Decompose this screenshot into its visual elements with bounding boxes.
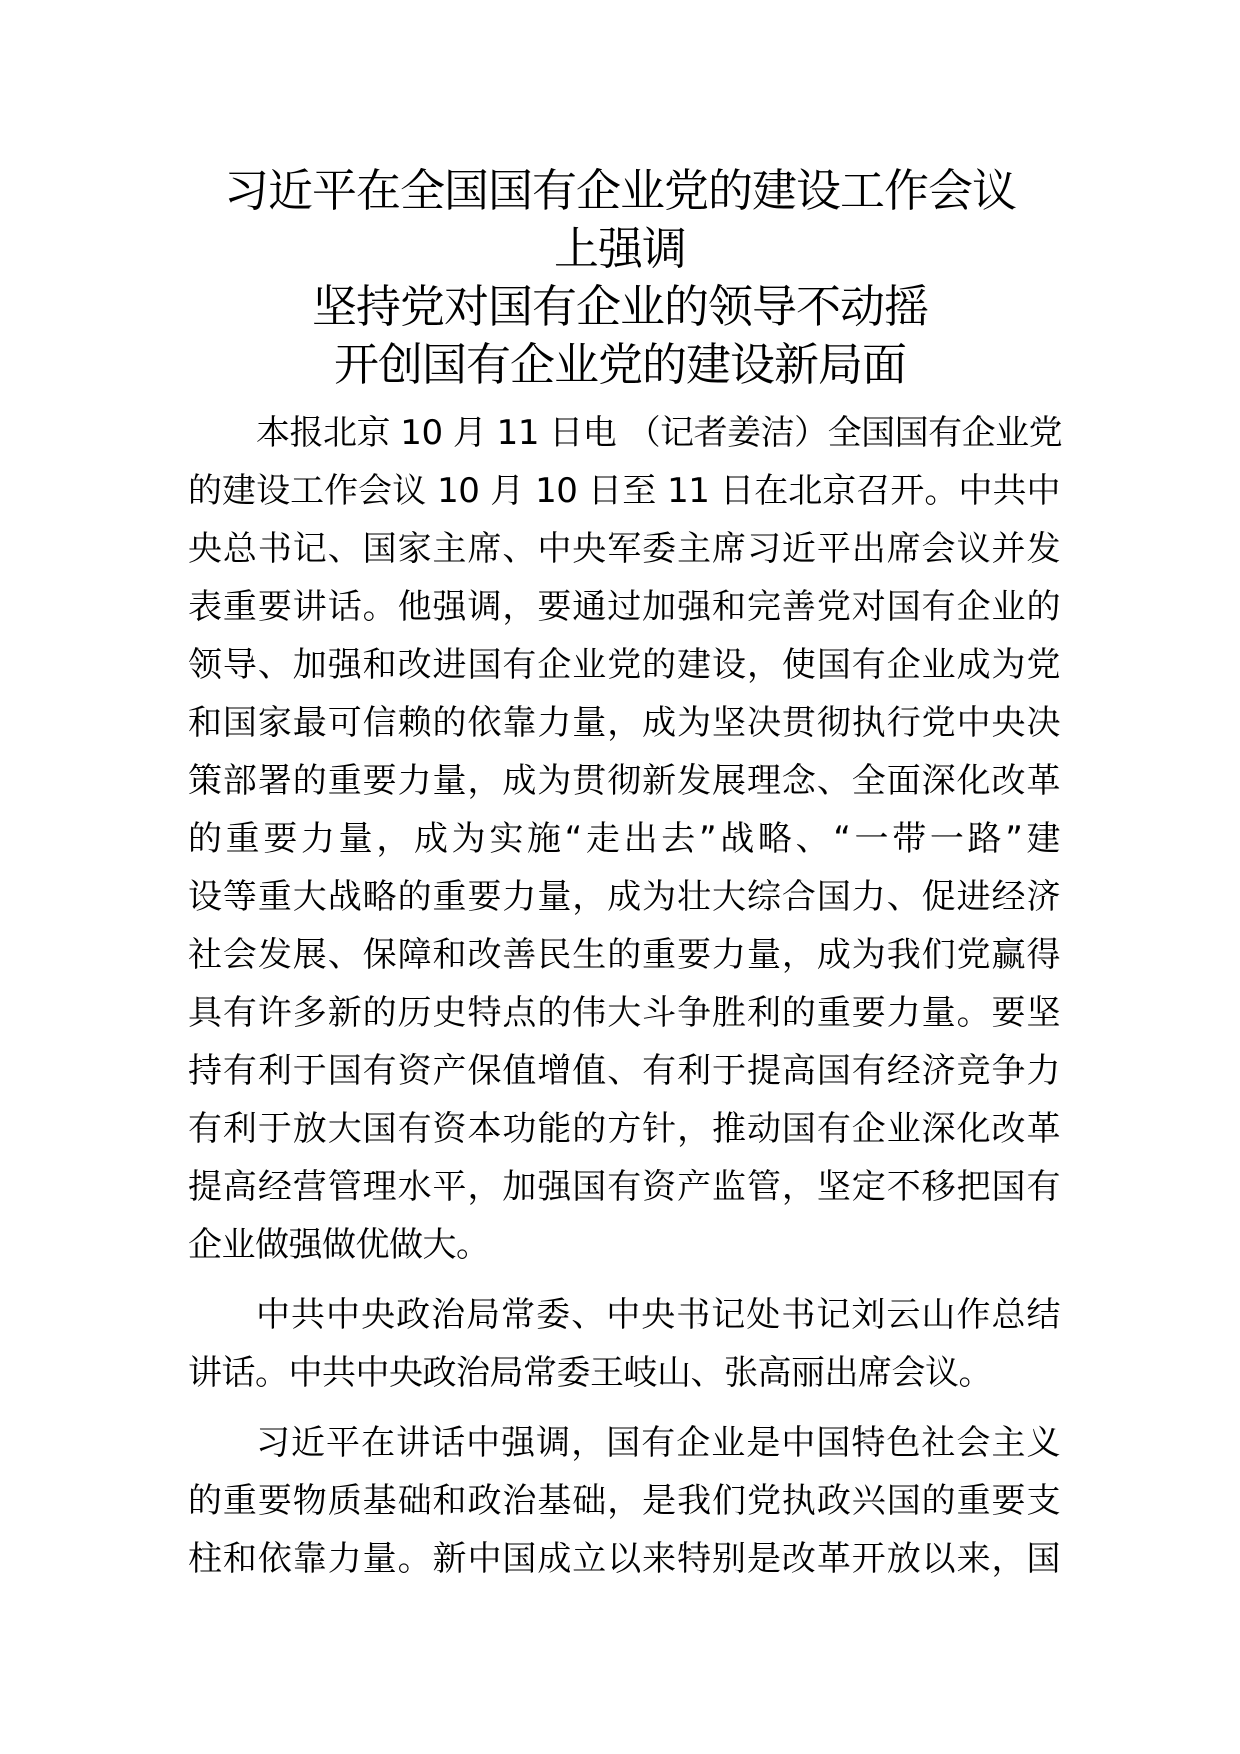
text-line: 的建设工作会议 10 月 10 日至 11 日在北京召开。中共中 [188, 471, 1060, 511]
paragraph-3 [188, 1414, 1060, 1588]
text-line: 策部署的重要力量，成为贯彻新发展理念、全面深化改革 [188, 761, 1060, 801]
text-line: 有利于放大国有资本功能的方针，推动国有企业深化改革 [188, 1109, 1060, 1149]
article-body [188, 404, 1063, 1588]
paragraph-2 [188, 1286, 1060, 1402]
title-line: 坚持党对国有企业的领导不动摇 [311, 280, 928, 333]
title-line: 开创国有企业党的建设新局面 [333, 338, 906, 391]
text-line: 企业做强做优做大。 [188, 1225, 490, 1265]
text-line: 柱和依靠力量。新中国成立以来特别是改革开放以来，国 [188, 1539, 1060, 1579]
text-line: 中共中央政治局常委、中央书记处书记刘云山作总结 [256, 1295, 1060, 1335]
text-line: 本报北京 10 月 11 日电 （记者姜洁）全国国有企业党 [256, 413, 1063, 453]
text-line: 表重要讲话。他强调，要通过加强和完善党对国有企业的 [188, 587, 1060, 627]
article-title [180, 162, 1060, 394]
text-line: 央总书记、国家主席、中央军委主席习近平出席会议并发 [188, 529, 1060, 569]
text-line: 领导、加强和改进国有企业党的建设，使国有企业成为党 [188, 645, 1060, 685]
title-line: 习近平在全国国有企业党的建设工作会议 [223, 164, 1016, 217]
paragraph-1 [188, 404, 1063, 1274]
text-line: 提高经营管理水平，加强国有资产监管，坚定不移把国有 [188, 1167, 1060, 1207]
text-line: 设等重大战略的重要力量，成为壮大综合国力、促进经济 [188, 877, 1060, 917]
title-line: 上强调 [553, 222, 686, 275]
text-line: 社会发展、保障和改善民生的重要力量，成为我们党赢得 [188, 935, 1060, 975]
text-line: 讲话。中共中央政治局常委王岐山、张高丽出席会议。 [188, 1353, 992, 1393]
text-line: 持有利于国有资产保值增值、有利于提高国有经济竞争力 [188, 1051, 1060, 1091]
text-line: 习近平在讲话中强调，国有企业是中国特色社会主义 [256, 1423, 1060, 1463]
text-line: 的重要力量，成为实施“走出去”战略、“一带一路”建 [188, 819, 1060, 859]
text-line: 具有许多新的历史特点的伟大斗争胜利的重要力量。要坚 [188, 993, 1060, 1033]
text-line: 和国家最可信赖的依靠力量，成为坚决贯彻执行党中央决 [188, 703, 1060, 743]
text-line: 的重要物质基础和政治基础，是我们党执政兴国的重要支 [188, 1481, 1060, 1521]
